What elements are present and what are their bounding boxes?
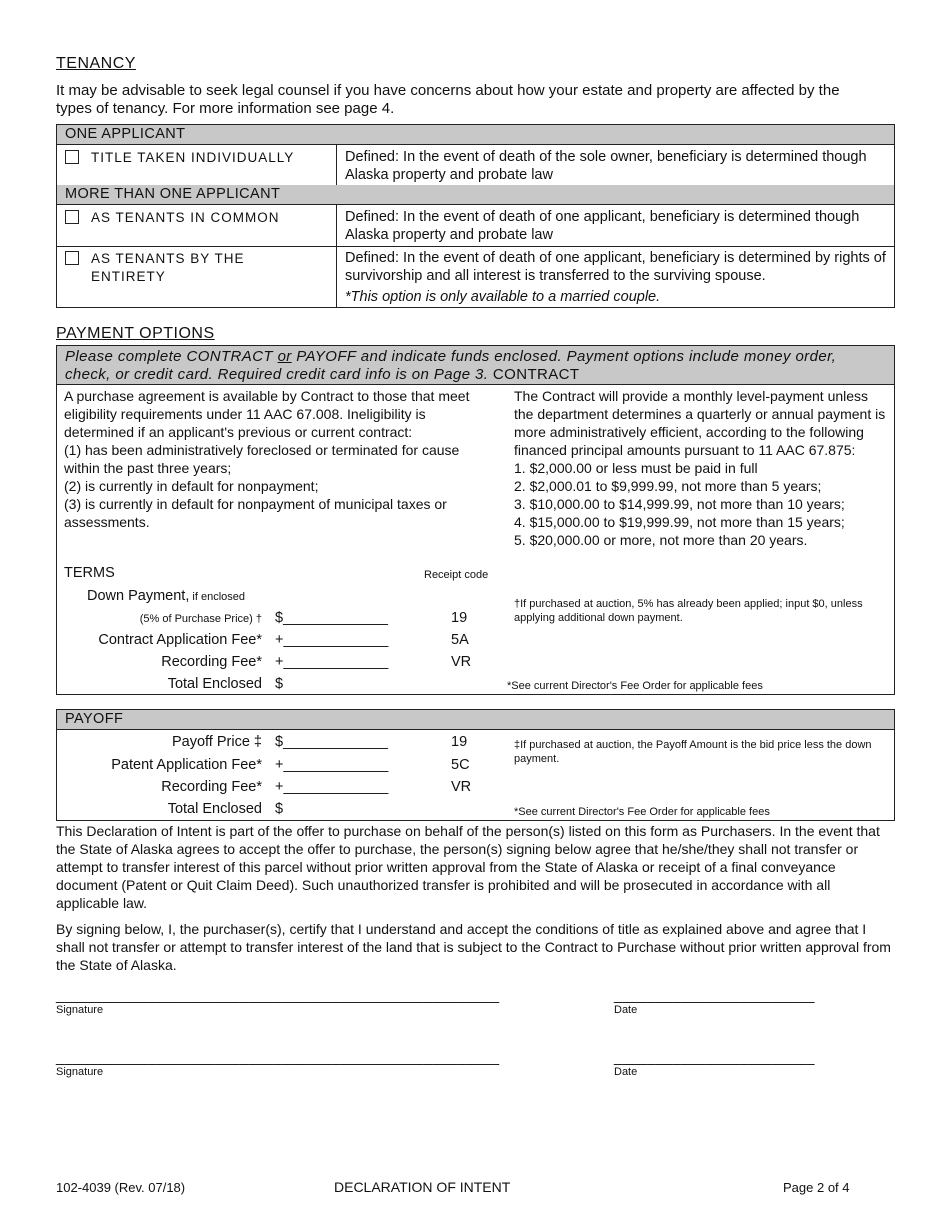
date-line-2[interactable]: ________________________ xyxy=(614,1050,815,1066)
ddagger-note: ‡If purchased at auction, the Payoff Amount is the bid price less the down payment. xyxy=(514,739,872,765)
tenancy-table xyxy=(56,124,895,308)
certification-paragraph: By signing below, I, the purchaser(s), certify that I understand and accept the conditions of title as explained above and agree that I shall not transfer or attempt to transfer interest of the land that is subject to the Contract to Purchase without prior written approval from the State of Alaska. xyxy=(56,921,891,973)
total-field[interactable]: $ xyxy=(275,801,284,817)
option-label: AS TENANTS IN COMMON xyxy=(91,210,280,225)
tenancy-intro: It may be advisable to seek legal counsel if you have concerns about how your estate and property are affected by the types of tenancy. For more information see page 4. xyxy=(56,82,840,117)
total-label: Total Enclosed xyxy=(167,676,262,692)
tenancy-option-row xyxy=(57,246,894,307)
contract-eligibility xyxy=(64,387,496,531)
option-definition xyxy=(336,145,894,185)
total-field[interactable]: $ xyxy=(275,676,284,692)
contract-box xyxy=(56,345,895,695)
if-enclosed-text: if enclosed xyxy=(189,591,246,603)
dagger-note: †If purchased at auction, 5% has already been applied; input $0, unless applying additional down payment. xyxy=(514,598,863,624)
receipt-code: 19 xyxy=(451,734,468,750)
defined-label: Defined: xyxy=(345,149,400,165)
tenants-in-common-option[interactable] xyxy=(65,209,330,227)
one-applicant-header: ONE APPLICANT xyxy=(57,125,894,145)
checkbox[interactable] xyxy=(65,210,79,224)
contract-text: The Contract will provide a monthly level-payment unless the department determines a quarterly or annual payment is more administratively efficient, according to the following financed principal amounts pursuant to 11 AAC 67.875: xyxy=(514,388,886,458)
tenancy-heading: TENANCY xyxy=(56,55,136,72)
receipt-code-label: Receipt code xyxy=(424,569,489,581)
patent-fee-field[interactable]: +_____________ xyxy=(275,757,389,773)
payment-instructions xyxy=(57,346,894,385)
definition-text: In the event of death of one applicant, beneficiary is determined by rights of survivorship and all interest is transferred to the surviving spouse. xyxy=(345,250,886,284)
form-number: 102-4039 (Rev. 07/18) xyxy=(56,1180,186,1195)
contract-term-item: 1. $2,000.00 or less must be paid in full xyxy=(514,460,758,476)
signature-label: Signature xyxy=(56,1004,104,1016)
option-definition xyxy=(336,205,894,246)
eligibility-item: (1) has been administratively foreclosed or terminated for cause within the past three years; xyxy=(64,442,460,476)
recording-fee-field[interactable]: +_____________ xyxy=(275,779,389,795)
payment-options-heading: PAYMENT OPTIONS xyxy=(56,325,215,342)
signature-line-2[interactable]: _____________________________________________________ xyxy=(56,1050,500,1066)
fee-order-note: *See current Director's Fee Order for applicable fees xyxy=(514,806,770,818)
checkbox[interactable] xyxy=(65,150,79,164)
footer-title: DECLARATION OF INTENT xyxy=(334,1179,511,1195)
contract-label: CONTRACT xyxy=(492,366,580,383)
down-payment-label xyxy=(87,588,245,604)
date-label: Date xyxy=(614,1066,638,1078)
percent-label: (5% of Purchase Price) † xyxy=(139,613,262,625)
payoff-price-field[interactable]: $_____________ xyxy=(275,734,388,750)
signature-line-1[interactable]: _____________________________________________________ xyxy=(56,988,500,1004)
receipt-code: VR xyxy=(451,779,472,795)
instructions-or: or xyxy=(277,348,292,365)
fee-label: Payoff Price ‡ xyxy=(171,734,262,750)
married-couple-note: *This option is only available to a married couple. xyxy=(345,289,661,305)
contract-term-item: 5. $20,000.00 or more, not more than 20 years. xyxy=(514,532,808,548)
option-label: AS TENANTS BY THE ENTIRETY xyxy=(91,251,245,284)
down-payment-field[interactable]: $_____________ xyxy=(275,610,388,626)
declaration-paragraph: This Declaration of Intent is part of the offer to purchase on behalf of the person(s) listed on this form as Purchasers. In the event that the State of Alaska agrees to accept the offer to purchase, the person(s) signing below agree that he/she/they shall not transfer or attempt to transfer interest of this parcel without prior written approval from the State of Alaska or receipt of a final conveyance document (Patent or Quit Claim Deed). Such unauthorized transfer is prohibited and will be prosecuted in accordance with all applicable law. xyxy=(56,823,880,911)
eligibility-item: (2) is currently in default for nonpayment; xyxy=(64,478,319,494)
receipt-code: 5C xyxy=(451,757,470,773)
total-label: Total Enclosed xyxy=(167,801,262,817)
down-payment-text: Down Payment, xyxy=(87,588,190,604)
definition-text: In the event of death of one applicant, beneficiary is determined though Alaska property and probate law xyxy=(345,209,860,243)
defined-label: Defined: xyxy=(345,209,400,225)
definition-text: In the event of death of the sole owner, beneficiary is determined though Alaska property and probate law xyxy=(345,149,867,183)
fee-label: Patent Application Fee* xyxy=(111,757,262,773)
receipt-code: 5A xyxy=(451,632,469,648)
title-individually-option[interactable] xyxy=(65,149,330,167)
date-line-1[interactable]: ________________________ xyxy=(614,988,815,1004)
eligibility-text: A purchase agreement is available by Contract to those that meet eligibility requirements under 11 AAC 67.008. Ineligibility is determined if an applicant's previous or current contract: xyxy=(64,388,470,440)
eligibility-item: (3) is currently in default for nonpayment of municipal taxes or assessments. xyxy=(64,496,447,530)
contract-terms-info xyxy=(514,387,889,549)
terms-label: TERMS xyxy=(64,565,115,581)
payoff-header: PAYOFF xyxy=(57,710,894,730)
contract-term-item: 3. $10,000.00 to $14,999.99, not more than 10 years; xyxy=(514,496,845,512)
defined-label: Defined: xyxy=(345,250,400,266)
page-number: Page 2 of 4 xyxy=(783,1180,850,1195)
tenancy-option-row xyxy=(57,205,894,247)
option-definition xyxy=(336,246,894,307)
fee-order-note: *See current Director's Fee Order for applicable fees xyxy=(507,680,763,692)
date-label: Date xyxy=(614,1004,638,1016)
option-label: TITLE TAKEN INDIVIDUALLY xyxy=(91,150,295,165)
contract-term-item: 2. $2,000.01 to $9,999.99, not more than 5 years; xyxy=(514,478,822,494)
more-than-one-header: MORE THAN ONE APPLICANT xyxy=(57,185,894,205)
checkbox[interactable] xyxy=(65,251,79,265)
contract-term-item: 4. $15,000.00 to $19,999.99, not more than 15 years; xyxy=(514,514,845,530)
contract-fee-field[interactable]: +_____________ xyxy=(275,632,389,648)
receipt-code: 19 xyxy=(451,610,468,626)
instructions-text: Please complete CONTRACT xyxy=(65,348,278,365)
signature-label: Signature xyxy=(56,1066,104,1078)
instructions-text: PAYOFF and indicate funds enclosed. Payment options include money order, check, or credit card. Required credit card info is on Page 3. xyxy=(65,348,837,383)
tenants-by-entirety-option[interactable] xyxy=(65,250,291,286)
fee-label: Recording Fee* xyxy=(161,654,262,670)
fee-label: Recording Fee* xyxy=(161,779,262,795)
recording-fee-field[interactable]: +_____________ xyxy=(275,654,389,670)
receipt-code: VR xyxy=(451,654,472,670)
tenancy-option-row xyxy=(57,145,894,186)
fee-label: Contract Application Fee* xyxy=(98,632,262,648)
payoff-box xyxy=(56,709,895,821)
